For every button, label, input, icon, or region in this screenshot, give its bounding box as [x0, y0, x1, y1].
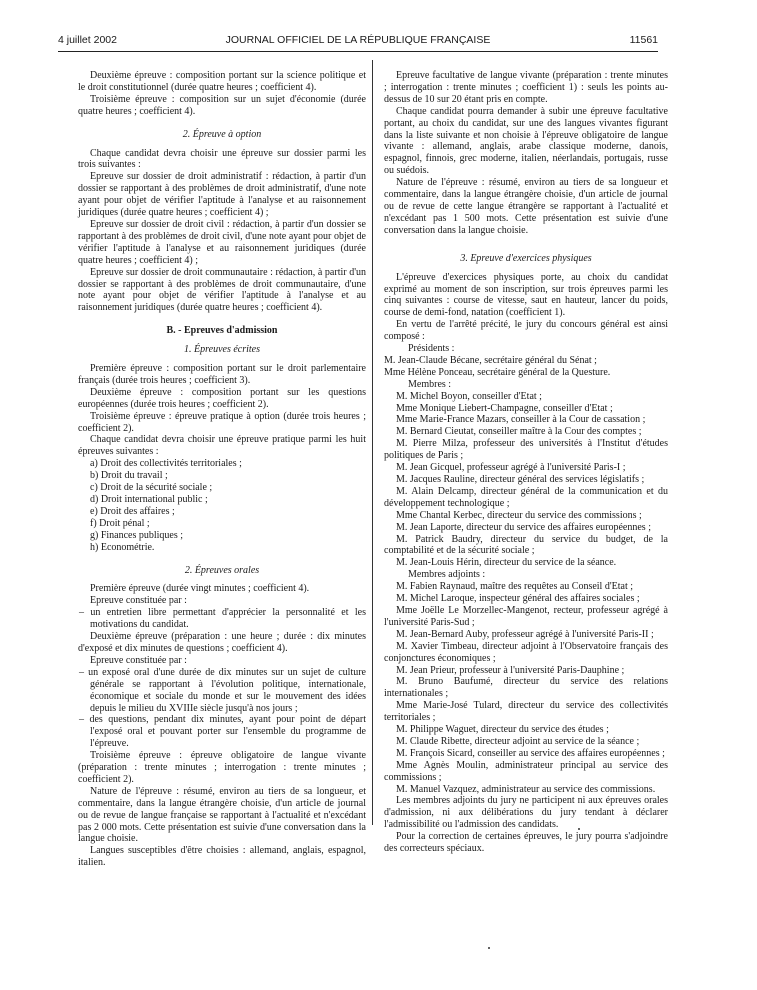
paragraph: Chaque candidat pourra demander à subir une épreuve facultative portant, au choix du candidat, sur une des langues vivantes figurant dans la liste suivante et non choisie à l'épreuve obligatoire de langue vivante : allemand, anglais, arabe classique moderne, danois, espagnol, finnois, grec moderne, italien, néerlandais, portugais, russe ou suédois.: [384, 105, 668, 177]
jury-member: M. Jean Laporte, directeur du service des affaires européennes ;: [396, 521, 651, 533]
jury-member: M. Xavier Timbeau, directeur adjoint à l'Observatoire français des conjonctures économiques ;: [384, 640, 668, 664]
jury-heading: Membres adjoints :: [408, 569, 486, 581]
jury-member: M. Alain Delcamp, directeur général de la communication et du développement technologique ;: [384, 485, 668, 509]
paragraph: Troisième épreuve : composition sur un sujet d'économie (durée quatre heures ; coefficient 4).: [78, 93, 366, 117]
paragraph: Epreuve facultative de langue vivante (préparation : trente minutes ; interrogation : trente minutes ; coefficient 1) : seuls les points au-dessus de 10 sur 20 étant pris en compte.: [384, 70, 668, 105]
section-heading: 3. Epreuve d'exercices physiques: [460, 252, 592, 264]
jury-member: Mme Hélène Ponceau, secrétaire général de la Questure.: [384, 366, 611, 378]
jury-member: M. Jean-Louis Hérin, directeur du service de la séance.: [396, 557, 617, 569]
header-date: 4 juillet 2002: [58, 34, 117, 46]
paragraph: Deuxième épreuve : composition portant sur la science politique et le droit constitutionnel (durée quatre heures ; coefficient 4).: [78, 70, 366, 93]
jury-member: M. Pierre Milza, professeur des universités à l'Institut d'études politiques de Paris ;: [384, 438, 668, 462]
jury-member: M. Jacques Rauline, directeur général des services législatifs ;: [396, 474, 645, 485]
jury-member: M. Manuel Vazquez, administrateur au service des commissions.: [396, 783, 656, 795]
paragraph: Première épreuve : composition portant sur le droit parlementaire français (durée trois heures ; coefficient 3).: [78, 363, 366, 386]
jury-member: M. Patrick Baudry, directeur du service du budget, de la comptabilité et de la sécurité sociale ;: [384, 533, 668, 557]
jury-member: Mme Agnès Moulin, administrateur principal au service des commissions ;: [384, 759, 668, 783]
paragraph: Langues susceptibles d'être choisies : allemand, anglais, espagnol, italien.: [78, 845, 366, 869]
header-page-number: 11561: [629, 34, 658, 46]
paragraph: Les membres adjoints du jury ne participent ni aux épreuves orales d'admission, ni aux délibérations du jury tendant à déclarer l'admissibilité ou l'admission des candidats.: [384, 795, 668, 831]
paragraph: Epreuve sur dossier de droit communautaire : rédaction, à partir d'un dossier se rapportant à des problèmes de droit communautaire, d'une note ayant pour objet de vérifier l'aptitude à l'analyse et au raisonnement juridiques (durée quatre heures ; coefficient 4).: [78, 266, 366, 314]
list-item: d) Droit international public ;: [90, 494, 208, 505]
paragraph: Troisième épreuve : épreuve pratique à option (durée trois heures ; coefficient 2).: [78, 410, 366, 434]
paragraph: Epreuve constituée par :: [90, 654, 187, 666]
jury-member: M. Philippe Waguet, directeur du service des études ;: [396, 724, 609, 736]
paragraph: Deuxième épreuve (préparation : une heure ; durée : dix minutes d'exposé et dix minutes de questions ; coefficient 4).: [78, 631, 366, 654]
dash-item: – des questions, pendant dix minutes, ayant pour point de départ l'exposé oral et pouvant porter sur l'ensemble du programme de l'épreuve.: [79, 714, 366, 750]
jury-member: M. Jean Gicquel, professeur agrégé à l'université Paris-I ;: [396, 462, 626, 474]
paragraph: Epreuve sur dossier de droit administratif : rédaction, à partir d'un dossier se rapportant à des problèmes de droit administratif, d'une note ayant pour objet de vérifier l'aptitude à l'analyse et au raisonnement juridiques (durée quatre heures ; coefficient 4) ;: [78, 171, 366, 219]
paragraph: L'épreuve d'exercices physiques porte, au choix du candidat exprimé au moment de son inscription, sur trois épreuves parmi les cinq suivantes : course de vitesse, saut en hauteur, lancer du poids, course de demi-fond, natation (coefficient 1).: [384, 271, 668, 319]
jury-member: Mme Joëlle Le Morzellec-Mangenot, recteur, professeur agrégé à l'université Paris-Sud ;: [384, 604, 668, 628]
section-heading: 1. Épreuves écrites: [184, 344, 260, 356]
jury-member: M. Fabien Raynaud, maître des requêtes au Conseil d'Etat ;: [396, 581, 634, 593]
paragraph: Epreuve sur dossier de droit civil : rédaction, à partir d'un dossier se rapportant à des problèmes de droit civil, d'une note ayant pour objet de vérifier l'aptitude à l'analyse et au raisonnement juridiques (durée quatre heures ; coefficient 4) ;: [78, 218, 366, 266]
print-speck: [578, 828, 580, 830]
list-item: f) Droit pénal ;: [90, 517, 150, 529]
paragraph: Chaque candidat devra choisir une épreuve pratique parmi les huit épreuves suivantes :: [78, 434, 366, 458]
list-item: b) Droit du travail ;: [90, 470, 168, 482]
jury-member: Mme Monique Liebert-Champagne, conseiller d'Etat ;: [396, 402, 613, 414]
paragraph: En vertu de l'arrêté précité, le jury du concours général est ainsi composé :: [384, 319, 668, 343]
jury-heading: Présidents :: [408, 343, 455, 355]
column-divider: [372, 60, 373, 825]
paragraph: Nature de l'épreuve : résumé, environ au tiers de sa longueur, et commentaire, dans la langue étrangère choisie, d'un article de journal ou de revue de langue française se rapportant à l'actualité et n'excédant pas 2 000 mots. Cette présentation est suivie d'une conversation dans la langue choisie.: [78, 785, 366, 845]
jury-member: M. Michel Laroque, inspecteur général des affaires sociales ;: [396, 593, 640, 605]
paragraph: Chaque candidat devra choisir une épreuve sur dossier parmi les trois suivantes :: [78, 147, 366, 171]
left-column: [78, 70, 366, 869]
right-column: [384, 70, 668, 855]
jury-heading: Membres :: [408, 378, 452, 390]
list-item: e) Droit des affaires ;: [90, 505, 175, 517]
list-item: c) Droit de la sécurité sociale ;: [90, 482, 213, 494]
header-rule: [58, 51, 658, 52]
jury-member: M. Jean-Bernard Auby, professeur agrégé à l'université Paris-II ;: [396, 628, 654, 640]
paragraph: Pour la correction de certaines épreuves, le jury pourra s'adjoindre des correcteurs spéciaux.: [384, 831, 668, 855]
jury-member: Mme Chantal Kerbec, directeur du service des commissions ;: [396, 509, 642, 521]
list-item: g) Finances publiques ;: [90, 529, 184, 541]
paragraph: Nature de l'épreuve : résumé, environ au tiers de sa longueur et commentaire, dans la langue étrangère choisie, d'un article de journal ou de revue de cette langue étrangère se rapportant à l'actualité et n'excédant pas 1 500 mots. Cette présentation est suivie d'une conversation dans la langue choisie.: [384, 177, 668, 236]
section-heading: 2. Épreuves orales: [184, 564, 260, 576]
dash-item: – un entretien libre permettant d'apprécier la personnalité et les motivations du candidat.: [79, 607, 366, 631]
jury-member: M. Claude Ribette, directeur adjoint au service de la séance ;: [396, 735, 640, 747]
jury-member: Mme Marie-José Tulard, directeur du service des collectivités territoriales ;: [384, 700, 668, 724]
jury-member: M. Michel Boyon, conseiller d'Etat ;: [396, 390, 542, 402]
section-heading: 2. Épreuve à option: [182, 128, 262, 140]
page-header: [58, 34, 658, 50]
paragraph: Première épreuve (durée vingt minutes ; coefficient 4).: [90, 583, 310, 595]
list-item: a) Droit des collectivités territoriales ;: [90, 458, 242, 470]
paragraph: Troisième épreuve : épreuve obligatoire de langue vivante (préparation : trente minutes ; interrogation : trente minutes ; coefficient 2).: [78, 750, 366, 785]
paragraph: Deuxième épreuve : composition portant sur les questions européennes (durée trois heures ; coefficient 2).: [78, 386, 366, 410]
jury-member: M. Jean Prieur, professeur à l'université Paris-Dauphine ;: [396, 664, 625, 676]
jury-member: M. Bernard Cieutat, conseiller maître à la Cour des comptes ;: [396, 426, 642, 438]
jury-member: M. Jean-Claude Bécane, secrétaire général du Sénat ;: [384, 354, 597, 366]
section-heading: B. - Epreuves d'admission: [166, 325, 278, 337]
list-item: h) Econométrie.: [90, 541, 155, 553]
jury-member: M. Bruno Baufumé, directeur du service des relations internationales ;: [384, 676, 668, 700]
header-title: JOURNAL OFFICIEL DE LA RÉPUBLIQUE FRANÇAISE: [225, 34, 491, 46]
jury-member: M. François Sicard, conseiller au service des affaires européennes ;: [396, 747, 665, 759]
jury-member: Mme Marie-France Mazars, conseiller à la Cour de cassation ;: [396, 414, 646, 426]
paragraph: Epreuve constituée par :: [90, 595, 187, 607]
dash-item: – un exposé oral d'une durée de dix minutes sur un sujet de culture générale se rapportant à l'évolution politique, internationale, économique et sociale du monde et sur le mouvement des idées depuis le milieu du XVIIIe siècle jusqu'à nos jours ;: [79, 666, 366, 714]
print-speck: [488, 947, 490, 949]
